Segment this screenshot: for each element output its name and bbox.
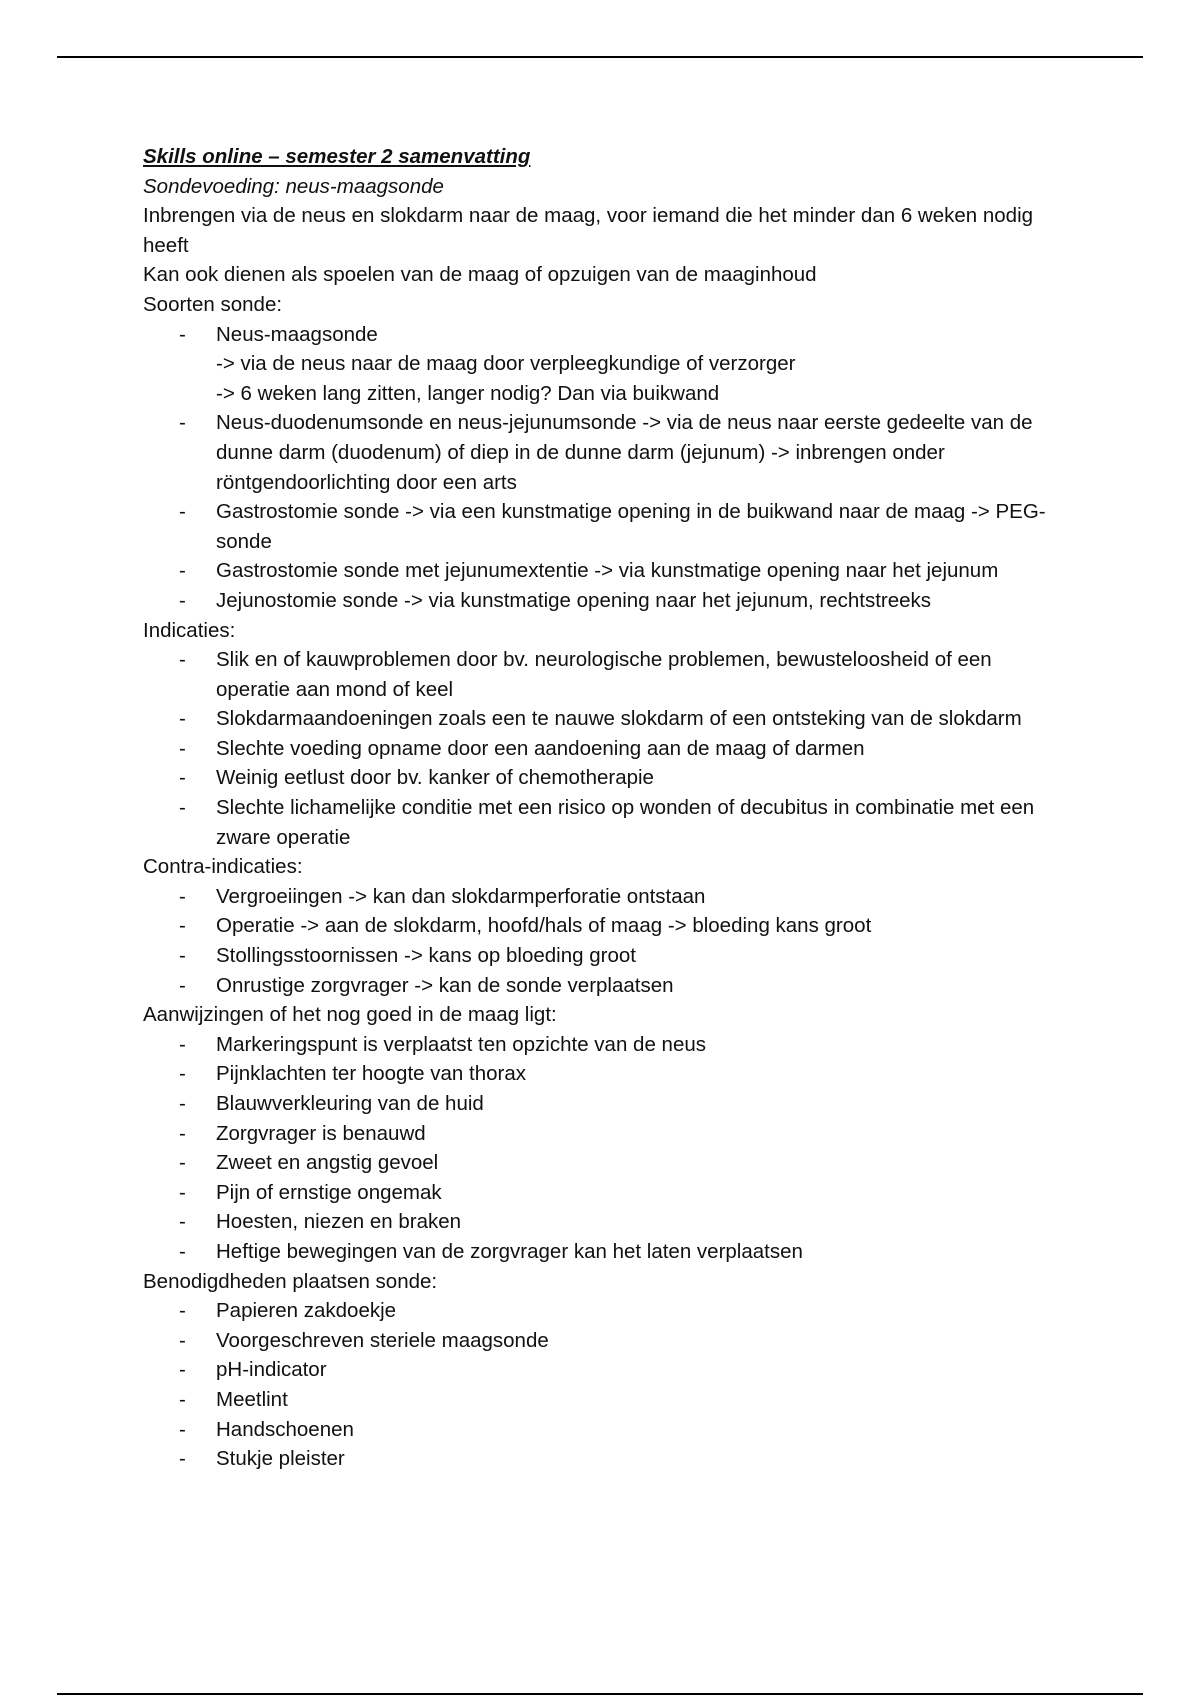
- list-item: - Pijn of ernstige ongemak: [143, 1178, 1053, 1208]
- list-item: - Heftige bewegingen van de zorgvrager kan het laten verplaatsen: [143, 1237, 1053, 1267]
- benodigdheden-list: [143, 1296, 1053, 1474]
- list-item: - Zorgvrager is benauwd: [143, 1119, 1053, 1149]
- list-item-label: - Neus-maagsonde: [216, 322, 378, 346]
- list-item: - Neus-duodenumsonde en neus-jejunumsonde -> via de neus naar eerste gedeelte van de dunne darm (duodenum) of diep in de dunne darm (jejunum) -> inbrengen onder röntgendoorlichting door een arts: [143, 408, 1053, 497]
- list-item: - Slokdarmaandoeningen zoals een te nauwe slokdarm of een ontsteking van de slokdarm: [143, 704, 1053, 734]
- list-item: - Stollingsstoornissen -> kans op bloeding groot: [143, 941, 1053, 971]
- list-item: - Handschoenen: [143, 1415, 1053, 1445]
- contra-indicaties-list: [143, 882, 1053, 1000]
- section-heading-aanwijzingen: Aanwijzingen of het nog goed in de maag ligt:: [143, 1003, 557, 1027]
- list-item: - Papieren zakdoekje: [143, 1296, 1053, 1326]
- list-item: - Slechte lichamelijke conditie met een risico op wonden of decubitus in combinatie met een zware operatie: [143, 793, 1053, 852]
- list-item: - Blauwverkleuring van de huid: [143, 1089, 1053, 1119]
- list-item-subline: -> via de neus naar de maag door verpleegkundige of verzorger: [216, 352, 796, 376]
- list-item: - Weinig eetlust door bv. kanker of chemotherapie: [143, 763, 1053, 793]
- document-subtitle: Sondevoeding: neus-maagsonde: [143, 174, 444, 198]
- list-item-subline: -> 6 weken lang zitten, langer nodig? Dan via buikwand: [216, 381, 720, 405]
- header-rule: [57, 56, 1143, 58]
- list-item: - Meetlint: [143, 1385, 1053, 1415]
- list-item: - Gastrostomie sonde -> via een kunstmatige opening in de buikwand naar de maag -> PEG-sonde: [143, 497, 1053, 556]
- list-item: - Vergroeiingen -> kan dan slokdarmperforatie ontstaan: [143, 882, 1053, 912]
- intro-paragraph: Kan ook dienen als spoelen van de maag of opzuigen van de maaginhoud: [143, 263, 817, 287]
- list-item: [143, 320, 1053, 409]
- list-item: - Voorgeschreven steriele maagsonde: [143, 1326, 1053, 1356]
- list-item: - Hoesten, niezen en braken: [143, 1207, 1053, 1237]
- list-item: - Zweet en angstig gevoel: [143, 1148, 1053, 1178]
- section-heading-benodigdheden: Benodigdheden plaatsen sonde:: [143, 1269, 438, 1293]
- list-item: - Stukje pleister: [143, 1444, 1053, 1474]
- soorten-list: [143, 320, 1053, 616]
- document-title: Skills online – semester 2 samenvatting: [143, 145, 531, 168]
- section-heading-soorten: Soorten sonde:: [143, 292, 283, 316]
- list-item: - Jejunostomie sonde -> via kunstmatige opening naar het jejunum, rechtstreeks: [143, 586, 1053, 616]
- list-item: - Markeringspunt is verplaatst ten opzichte van de neus: [143, 1030, 1053, 1060]
- intro-paragraph: Inbrengen via de neus en slokdarm naar de maag, voor iemand die het minder dan 6 weken nodig heeft: [143, 204, 1034, 257]
- indicaties-list: [143, 645, 1053, 852]
- list-item: - pH-indicator: [143, 1355, 1053, 1385]
- section-heading-contra-indicaties: Contra-indicaties:: [143, 855, 303, 879]
- footer-rule: [57, 1693, 1143, 1695]
- list-item: - Onrustige zorgvrager -> kan de sonde verplaatsen: [143, 971, 1053, 1001]
- document-body: [143, 142, 1053, 1474]
- list-item: - Gastrostomie sonde met jejunumextentie -> via kunstmatige opening naar het jejunum: [143, 556, 1053, 586]
- section-heading-indicaties: Indicaties:: [143, 618, 236, 642]
- list-item: - Slik en of kauwproblemen door bv. neurologische problemen, bewusteloosheid of een operatie aan mond of keel: [143, 645, 1053, 704]
- list-item: - Pijnklachten ter hoogte van thorax: [143, 1059, 1053, 1089]
- aanwijzingen-list: [143, 1030, 1053, 1267]
- list-item: - Operatie -> aan de slokdarm, hoofd/hals of maag -> bloeding kans groot: [143, 911, 1053, 941]
- list-item: - Slechte voeding opname door een aandoening aan de maag of darmen: [143, 734, 1053, 764]
